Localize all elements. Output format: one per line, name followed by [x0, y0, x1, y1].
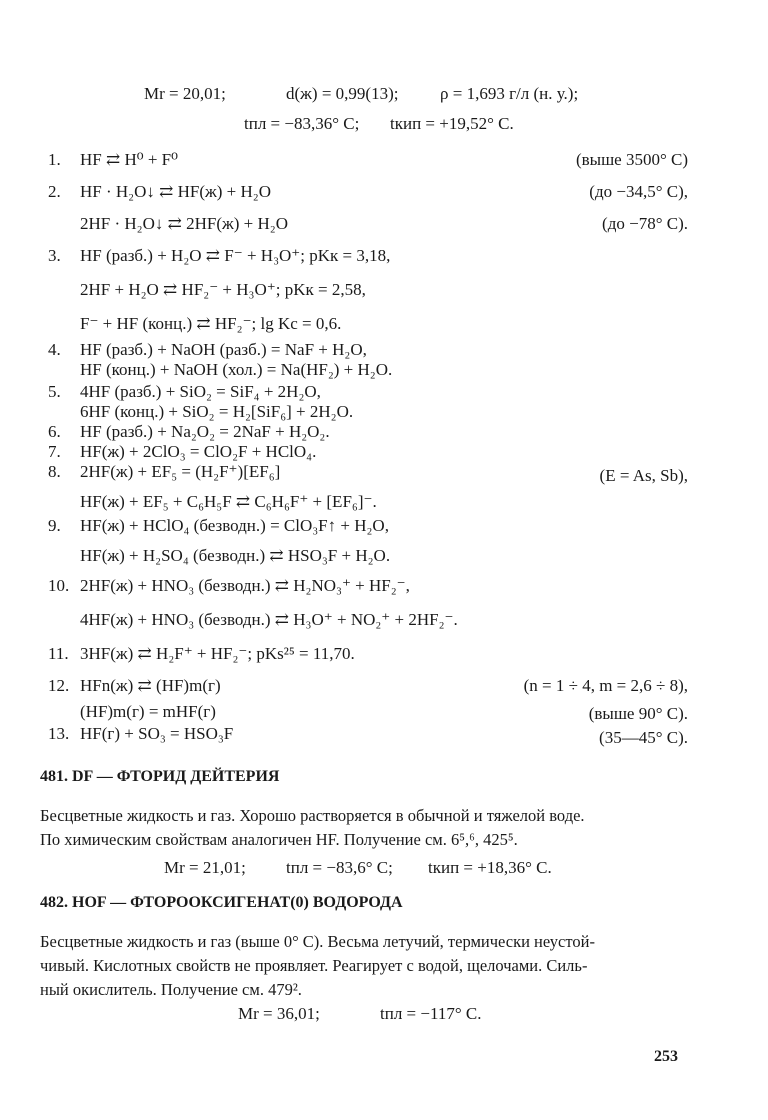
page-number: 253	[654, 1048, 678, 1065]
hf-gas-density: ρ = 1,693 г/л (н. у.);	[440, 84, 579, 103]
reaction-number: 7.	[48, 442, 61, 461]
reaction-equation: 2HF · H₂O↓ ⇄ 2HF(ж) + H₂O	[80, 214, 288, 233]
reaction-equation: 3HF(ж) ⇄ H₂F⁺ + HF₂⁻; pKs²⁵ = 11,70.	[80, 644, 355, 663]
reaction-condition: (до −78° С).	[602, 214, 688, 233]
reaction-number: 4.	[48, 340, 61, 359]
reaction-number: 6.	[48, 422, 61, 441]
hf-liquid-density: d(ж) = 0,99(13);	[286, 84, 399, 103]
hf-melting-point: tпл = −83,36° С;	[244, 114, 360, 133]
reaction-equation: 4HF (разб.) + SiO₂ = SiF₄ + 2H₂O,	[80, 382, 321, 401]
paragraph-line: По химическим свойствам аналогичен HF. Получение см. 6⁵,⁶, 425⁵.	[40, 830, 518, 849]
df-melting-point: tпл = −83,6° С;	[286, 858, 393, 877]
reaction-equation: 4HF(ж) + HNO₃ (безводн.) ⇄ H₃O⁺ + NO₂⁺ + 2HF₂⁻.	[80, 610, 458, 629]
df-boiling-point: tкип = +18,36° С.	[428, 858, 552, 877]
reaction-number: 3.	[48, 246, 61, 265]
reaction-number: 5.	[48, 382, 61, 401]
hf-boiling-point: tкип = +19,52° С.	[390, 114, 514, 133]
reaction-equation: HF(ж) + 2ClO₃ = ClO₂F + HClO₄.	[80, 442, 317, 461]
paragraph-line: чивый. Кислотных свойств не проявляет. Реагирует с водой, щелочами. Силь-	[40, 956, 588, 975]
reaction-equation: HF ⇄ H⁰ + F⁰	[80, 150, 178, 169]
reaction-equation: HF(ж) + H₂SO₄ (безводн.) ⇄ HSO₃F + H₂O.	[80, 546, 391, 565]
reaction-equation: HF(ж) + HClO₄ (безводн.) = ClO₃F↑ + H₂O,	[80, 516, 389, 535]
reaction-equation: HF (конц.) + NaOH (хол.) = Na(HF₂) + H₂O.	[80, 360, 393, 379]
reaction-equation: 2HF(ж) + HNO₃ (безводн.) ⇄ H₂NO₃⁺ + HF₂⁻,	[80, 576, 410, 595]
reaction-equation: HFn(ж) ⇄ (HF)m(г)	[80, 676, 221, 695]
hof-molar-mass: Mr = 36,01;	[238, 1004, 320, 1023]
reaction-number: 11.	[48, 644, 69, 663]
section-heading-df: 481. DF — ФТОРИД ДЕЙТЕРИЯ	[40, 768, 280, 785]
reaction-number: 13.	[48, 724, 70, 743]
reaction-equation: HF (разб.) + Na₂O₂ = 2NaF + H₂O₂.	[80, 422, 330, 441]
reaction-equation: HF(ж) + EF₅ + C₆H₅F ⇄ C₆H₆F⁺ + [EF₆]⁻.	[80, 492, 377, 511]
reaction-equation: HF · H₂O↓ ⇄ HF(ж) + H₂O	[80, 182, 271, 201]
reaction-condition: (E = As, Sb),	[599, 466, 688, 485]
reaction-number: 2.	[48, 182, 61, 201]
reaction-number: 8.	[48, 462, 61, 481]
hf-molar-mass: Mr = 20,01;	[144, 84, 226, 103]
df-description	[40, 804, 690, 852]
reaction-equation: HF(г) + SO₃ = HSO₃F	[80, 724, 234, 743]
reaction-number: 1.	[48, 150, 61, 169]
reaction-condition: (35—45° С).	[599, 728, 688, 747]
paragraph-line: ный окислитель. Получение см. 479².	[40, 980, 302, 999]
reaction-condition: (n = 1 ÷ 4, m = 2,6 ÷ 8),	[523, 676, 688, 695]
reaction-condition: (до −34,5° С),	[589, 182, 688, 201]
reaction-number: 10.	[48, 576, 70, 595]
reaction-number: 9.	[48, 516, 61, 535]
reaction-equation: HF (разб.) + H₂O ⇄ F⁻ + H₃O⁺; pKк = 3,18,	[80, 246, 391, 265]
reaction-condition: (выше 90° С).	[588, 704, 688, 723]
reaction-equation: F⁻ + HF (конц.) ⇄ HF₂⁻; lg Kc = 0,6.	[80, 314, 342, 333]
section-heading-hof: 482. HOF — ФТОРООКСИГЕНАТ(0) ВОДОРОДА	[40, 894, 403, 911]
reaction-number: 12.	[48, 676, 70, 695]
hof-description	[40, 930, 690, 1002]
reaction-equation: HF (разб.) + NaOH (разб.) = NaF + H₂O,	[80, 340, 367, 359]
reaction-equation: 6HF (конц.) + SiO₂ = H₂[SiF₆] + 2H₂O.	[80, 402, 354, 421]
reaction-equation: 2HF + H₂O ⇄ HF₂⁻ + H₃O⁺; pKк = 2,58,	[80, 280, 366, 299]
reaction-equation: 2HF(ж) + EF₅ = (H₂F⁺)[EF₆]	[80, 462, 281, 481]
paragraph-line: Бесцветные жидкость и газ. Хорошо растворяется в обычной и тяжелой воде.	[40, 806, 585, 825]
reaction-condition: (выше 3500° С)	[575, 150, 688, 169]
reaction-equation: (HF)m(г) = mHF(г)	[80, 702, 216, 721]
paragraph-line: Бесцветные жидкость и газ (выше 0° С). Весьма летучий, термически неустой-	[40, 932, 595, 951]
df-molar-mass: Mr = 21,01;	[164, 858, 246, 877]
hof-melting-point: tпл = −117° С.	[380, 1004, 482, 1023]
